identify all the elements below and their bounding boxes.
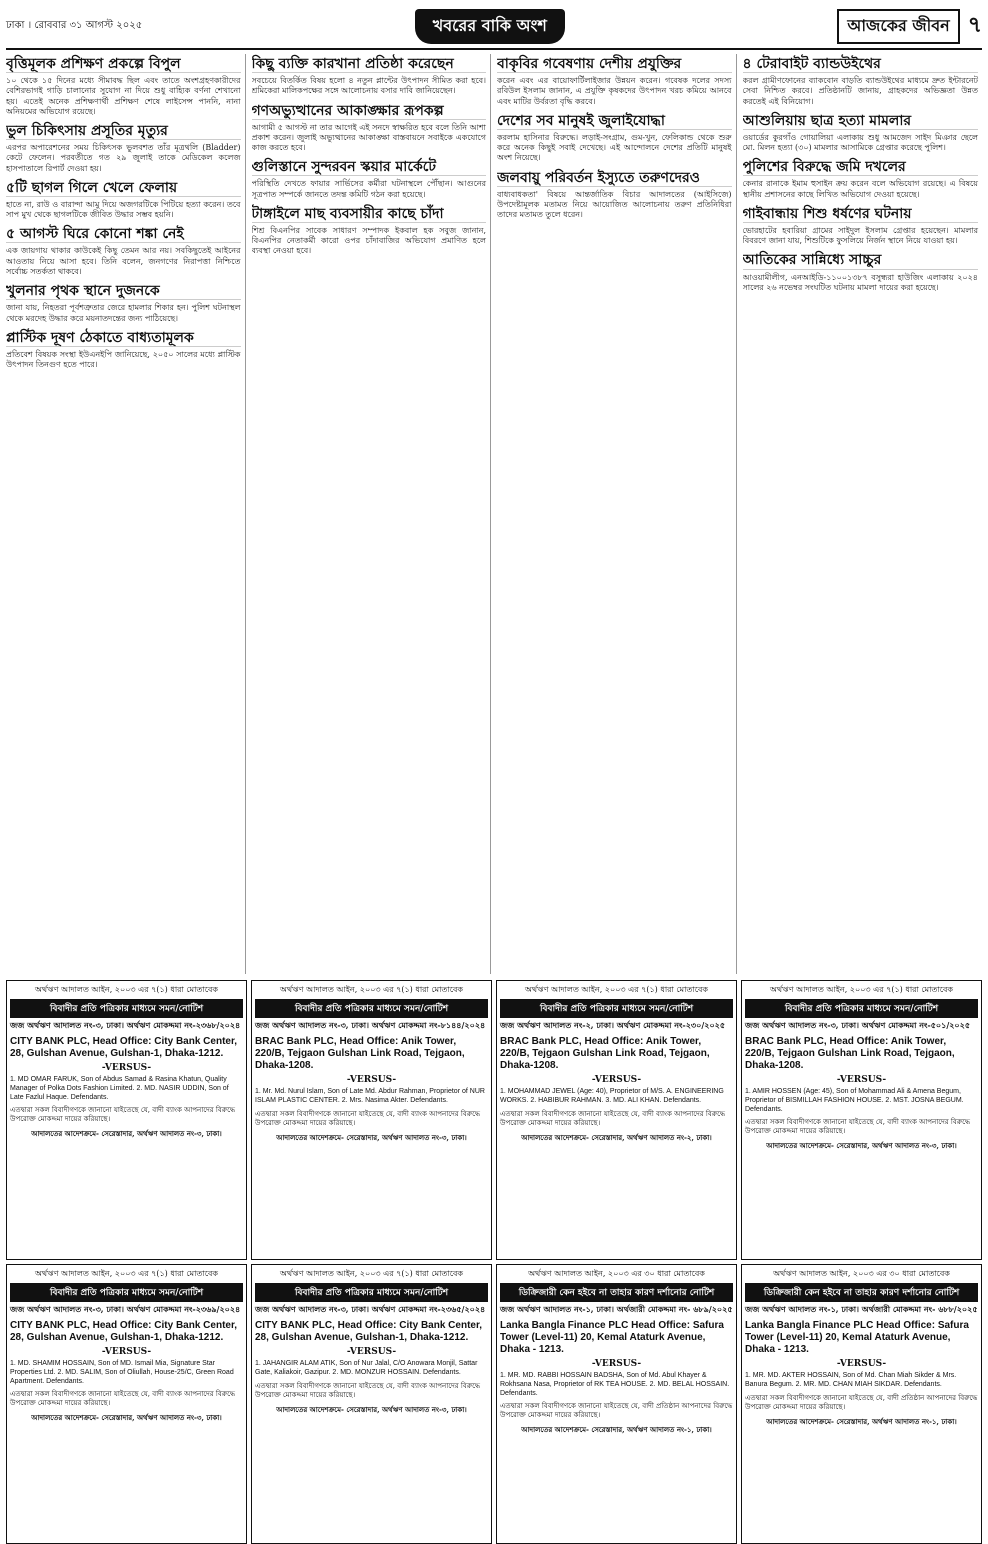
notice-act: অর্থঋণ আদালত আইন, ২০০৩ এর ৭(১) ধারা মোতাবেক: [279, 1269, 464, 1278]
versus: -VERSUS-: [836, 1359, 887, 1369]
story-headline: টাঙ্গাইলে মাছ ব্যবসায়ীর কাছে চাঁদা: [252, 206, 487, 223]
article-columns: [6, 54, 982, 974]
story-body: জানা যায়, নিহতরা পূর্বশত্রুতার জেরে হামলার শিকার হন। পুলিশ ঘটনাস্থল থেকে মরদেহ উদ্ধার করে ময়নাতদন্তের জন্য পাঠিয়েছে।: [6, 303, 241, 323]
court-notice: [6, 1264, 247, 1544]
news-column: [497, 54, 737, 974]
news-story: [252, 159, 487, 200]
news-story: [6, 283, 241, 324]
story-headline: গণঅভ্যুত্থানের আকাঙ্ক্ষার রূপকল্প: [252, 103, 487, 120]
plaintiff: BRAC Bank PLC, Head Office: Anik Tower, 220/B, Tejgaon Gulshan Link Road, Tejgaon, Dhaka-1208.: [255, 1036, 465, 1071]
case-number: জজ অর্থঋণ আদালত নং-২, ঢাকা। অর্থঋণ মোকদ্দমা নং-২৩০/২০২৫: [500, 1020, 726, 1030]
news-story: [743, 252, 979, 293]
plaintiff: Lanka Bangla Finance PLC Head Office: Safura Tower (Level-11) 20, Kemal Ataturk Avenue, Dhaka - 1213.: [500, 1320, 724, 1355]
notice-text: এতদ্বারা সকল বিবাদীগণকে জানানো যাইতেছে যে, বাদী ব্যাংক আপনাদের বিরুদ্ধে উপরোক্ত মোকদ্দমা দায়ের করিয়াছে।: [500, 1109, 726, 1127]
court-signature: আদালতের আদেশক্রমে- সেরেস্তাদার, অর্থঋণ আদালত নং-১, ঢাকা।: [766, 1416, 957, 1426]
court-notice: [251, 980, 492, 1260]
notice-title: বিবাদীর প্রতি পত্রিকার মাধ্যমে সমন/নোটিশ: [500, 999, 733, 1018]
court-notice: [741, 980, 982, 1260]
story-body: শিশ্র বিএনপির সাবেক সাধারণ সম্পাদক ইকবাল হক সবুজ জানান, বিএনপির নেতাকর্মী কারো ওপর চাঁদাবাজির অভিযোগ প্রমাণিত হলে ব্যবস্থা নেওয়া হবে।: [251, 226, 486, 256]
story-body: বাধ্যবাধকতা' বিষয়ে আন্তর্জাতিক বিচার আদালতের (আইসিজে) উপদেষ্টামূলক মতামত নিয়ে আয়োজিত আলোচনায় তরুণ প্রতিনিধিরা তাদের মতামত তুলে ধরেন।: [497, 189, 732, 220]
notice-act: অর্থঋণ আদালত আইন, ২০০৩ এর ৭(১) ধারা মোতাবেক: [279, 985, 464, 994]
case-number: জজ অর্থঋণ আদালত নং-৩, ঢাকা। অর্থঋণ মোকদ্দমা নং-২৩৬৯/২০২৪: [10, 1304, 241, 1314]
defendants: 1. Mr. Md. Nurul Islam, Son of Late Md. Abdur Rahman, Proprietor of NUR ISLAM PLASTIC CENTER. 2. Mrs. Nasima Akter. Defendants.: [255, 1088, 485, 1104]
news-column: [252, 54, 492, 974]
court-signature: আদালতের আদেশক্রমে- সেরেস্তাদার, অর্থঋণ আদালত নং-৩, ঢাকা।: [276, 1404, 467, 1414]
story-body: পরিস্থিতি দেখতে ফায়ার সার্ভিসের কর্মীরা ঘটনাস্থলে পৌঁছান। আগুনের সূত্রপাত সম্পর্কে জানতে তদন্ত কমিটি গঠন করা হয়েছে।: [251, 179, 486, 199]
notice-title: বিবাদীর প্রতি পত্রিকার মাধ্যমে সমন/নোটিশ: [10, 1283, 243, 1302]
notice-title: বিবাদীর প্রতি পত্রিকার মাধ্যমে সমন/নোটিশ: [745, 999, 978, 1018]
story-body: এরপর অপারেশনের সময় চিকিৎসক ভুলবশত তাঁর মূত্রথলি (Bladder) কেটে ফেলেন। পরবর্তীতে গত ২৯ জুলাই তাকে মেডিকেল কলেজ হাসপাতালে রিপার্ট দেওয়া হয়।: [6, 143, 241, 173]
news-story: [743, 206, 979, 247]
notice-text: এতদ্বারা সকল বিবাদীগণকে জানানো যাইতেছে যে, বাদী ব্যাংক আপনাদের বিরুদ্ধে উপরোক্ত মোকদ্দমা দায়ের করিয়াছে।: [255, 1109, 481, 1127]
page-number: ৭: [967, 11, 982, 38]
notice-act: অর্থঋণ আদালত আইন, ২০০৩ এর ৩০ ধারা মোতাবেক: [528, 1269, 705, 1278]
court-signature: আদালতের আদেশক্রমে- সেরেস্তাদার, অর্থঋণ আদালত নং-৩, ঢাকা।: [31, 1129, 222, 1139]
court-signature: আদালতের আদেশক্রমে- সেরেস্তাদার, অর্থঋণ আদালত নং-৩, ঢাকা।: [276, 1132, 467, 1142]
issue-date: ঢাকা । রোববার ৩১ আগস্ট ২০২৫: [6, 19, 143, 31]
story-headline: গাইবান্ধায় শিশু ধর্ষণের ঘটনায়: [743, 206, 979, 223]
versus: -VERSUS-: [101, 1347, 152, 1357]
notice-text: এতদ্বারা সকল বিবাদীগণকে জানানো যাইতেছে যে, বাদী প্রতিষ্ঠান আপনাদের বিরুদ্ধে উপরোক্ত মোকদ্দমা দায়ের করিয়াছে।: [745, 1393, 978, 1411]
story-body: কেনার রানাকে ইমাম হুসাইন ক্রয় করেন বলে অভিযোগ রয়েছে। এ বিষয়ে স্থানীয় প্রশাসনের কাছে লিখিত অভিযোগ দেওয়া হয়েছে।: [742, 179, 978, 199]
defendants: 1. MOHAMMAD JEWEL (Age: 40), Proprietor of M/S. A. ENGINEERING WORKS. 2. HABIBUR RAHMAN. 3. MD. ALI KHAN. Defendants.: [500, 1088, 724, 1104]
plaintiff: Lanka Bangla Finance PLC Head Office: Safura Tower (Level-11) 20, Kemal Ataturk Avenue, Dhaka - 1213.: [745, 1320, 969, 1355]
story-headline: ভুল চিকিৎসায় প্রসূতির মৃত্যুর: [6, 123, 241, 140]
story-headline: আতিকের সান্নিধ্যে সাচ্চুর: [743, 252, 979, 269]
news-story: [252, 206, 487, 257]
news-column: [743, 54, 983, 974]
case-number: জজ অর্থঋণ আদালত নং-১, ঢাকা। অর্থজারী মোকদ্দমা নং- ৬৮৯/২০২৫: [500, 1304, 733, 1314]
defendants: 1. MR. MD. RABBI HOSSAIN BADSHA, Son of Md. Abul Khayer & Rokhsana Nasa, Proprietor of RK TEA HOUSE. 2. MD. BELAL HOSSAIN. Defendants.: [500, 1372, 730, 1397]
legal-notices: [6, 980, 982, 1544]
news-story: [743, 113, 979, 154]
notice-title: ডিক্রিজারী কেন হইবে না তাহার কারণ দর্শানোর নোটিশ: [500, 1283, 733, 1302]
story-headline: ৪ টেরাবাইট ব্যান্ডউইথের: [743, 56, 979, 73]
story-body: হাতে না, রাউ ও বারান্দা আমু দিয়ে অজগরটিকে পিটিয়ে হত্যা করেন। তবে সাপ মুখ থেকে ছাগলটিকে জীবিত উদ্ধার সম্ভব হয়নি।: [6, 199, 241, 220]
news-story: [497, 113, 732, 164]
court-notice: [6, 980, 247, 1260]
case-number: জজ অর্থঋণ আদালত নং-৩, ঢাকা। অর্থঋণ মোকদ্দমা নং-২৩৬৫/২০২৪: [255, 1304, 486, 1314]
notice-title: বিবাদীর প্রতি পত্রিকার মাধ্যমে সমন/নোটিশ: [10, 999, 243, 1018]
court-signature: আদালতের আদেশক্রমে- সেরেস্তাদার, অর্থঋণ আদালত নং-১, ঢাকা।: [521, 1425, 712, 1435]
news-story: [6, 123, 241, 174]
plaintiff: BRAC Bank PLC, Head Office: Anik Tower, 220/B, Tejgaon Gulshan Link Road, Tejgaon, Dhaka-1208.: [745, 1036, 955, 1071]
notice-text: এতদ্বারা সকল বিবাদীগণকে জানানো যাইতেছে যে, বাদী ব্যাংক আপনাদের বিরুদ্ধে উপরোক্ত মোকদ্দমা দায়ের করিয়াছে।: [10, 1390, 236, 1408]
court-notice: [251, 1264, 492, 1544]
case-number: জজ অর্থঋণ আদালত নং-৩, ঢাকা। অর্থঋণ মোকদ্দমা নং-২৩৬৮/২০২৪: [10, 1020, 241, 1030]
notice-text: এতদ্বারা সকল বিবাদীগণকে জানানো যাইতেছে যে, বাদী প্রতিষ্ঠান আপনাদের বিরুদ্ধে উপরোক্ত মোকদ্দমা দায়ের করিয়াছে।: [500, 1402, 733, 1420]
notice-title: বিবাদীর প্রতি পত্রিকার মাধ্যমে সমন/নোটিশ: [255, 1283, 488, 1302]
notice-text: এতদ্বারা সকল বিবাদীগণকে জানানো যাইতেছে যে, বাদী ব্যাংক আপনাদের বিরুদ্ধে উপরোক্ত মোকদ্দমা দায়ের করিয়াছে।: [745, 1118, 971, 1136]
story-body: ভোরহাটের হবারিয়া গ্রামের সাইদুল ইসলাম গ্রেপ্তার হয়েছেন। মামলার বিবরণে জানা যায়, শিশুটিকে ফুসলিয়ে নির্জন স্থানে নিয়ে যাওয়া হয়।: [742, 226, 978, 246]
news-story: [252, 56, 487, 97]
notice-title: ডিক্রিজারী কেন হইবে না তাহার কারণ দর্শানোর নোটিশ: [745, 1283, 978, 1302]
court-signature: আদালতের আদেশক্রমে- সেরেস্তাদার, অর্থঋণ আদালত নং-২, ঢাকা।: [521, 1132, 712, 1142]
story-body: করলাম হাসিনার বিরুদ্ধে। লড়াই-সংগ্রাম, গুম-খুন, ফেলিকান্ড থেকে শুরু করে অনেক কিছুই সবাই দেখেছে। এই আন্দোলনে দেশের প্রতিটি মানুষই অংশ নিয়েছে।: [497, 132, 732, 163]
case-number: জজ অর্থঋণ আদালত নং-৩, ঢাকা। অর্থঋণ মোকদ্দমা নং-৫০১/২০২৫: [745, 1020, 971, 1030]
case-number: জজ অর্থঋণ আদালত নং-১, ঢাকা। অর্থজারী মোকদ্দমা নং- ৬৮৮/২০২৫: [745, 1304, 978, 1314]
story-headline: খুলনার পৃথক স্থানে দুজনকে: [6, 283, 241, 300]
news-story: [6, 226, 241, 277]
court-notice: [496, 980, 737, 1260]
court-notice: [741, 1264, 982, 1544]
story-headline: গুলিস্তানে সুন্দরবন স্কয়ার মার্কেটে: [252, 159, 487, 176]
news-story: [497, 170, 732, 221]
news-story: [6, 180, 241, 221]
court-signature: আদালতের আদেশক্রমে- সেরেস্তাদার, অর্থঋণ আদালত নং-৩, ঢাকা।: [766, 1141, 957, 1151]
plaintiff: CITY BANK PLC, Head Office: City Bank Center, 28, Gulshan Avenue, Gulshan-1, Dhaka-1212.: [10, 1320, 238, 1343]
plaintiff: BRAC Bank PLC, Head Office: Anik Tower, 220/B, Tejgaon Gulshan Link Road, Tejgaon, Dhaka-1208.: [500, 1036, 710, 1071]
versus: -VERSUS-: [591, 1075, 642, 1085]
notice-text: এতদ্বারা সকল বিবাদীগণকে জানানো যাইতেছে যে, বাদী ব্যাংক আপনাদের বিরুদ্ধে উপরোক্ত মোকদ্দমা দায়ের করিয়াছে।: [10, 1106, 236, 1124]
defendants: 1. AMIR HOSSEN (Age: 45), Son of Mohammad Ali & Amena Begum, Proprietor of BISMILLAH FASHION HOUSE. 2. MST. JOSNA BEGUM. Defendants.: [745, 1088, 964, 1113]
story-headline: বাকৃবির গবেষণায় দেশীয় প্রযুক্তির: [497, 56, 732, 73]
story-headline: জলবায়ু পরিবর্তন ইস্যুতে তরুণদেরও: [497, 170, 732, 187]
story-headline: কিছু ব্যক্তি কারখানা প্রতিষ্ঠা করেছেন: [252, 56, 487, 73]
story-body: প্রতিবেশ বিষয়ক সংস্থা ইউএনইপি জানিয়েছে, ২০৫০ সালের মধ্যে প্লাস্টিক উৎপাদন তিনগুণ হতে পারে।: [6, 349, 241, 370]
newspaper-logo: আজকের জীবন: [837, 9, 959, 44]
versus: -VERSUS-: [101, 1063, 152, 1073]
plaintiff: CITY BANK PLC, Head Office: City Bank Center, 28, Gulshan Avenue, Gulshan-1, Dhaka-1212.: [255, 1320, 483, 1343]
news-story: [6, 330, 241, 371]
defendants: 1. MR. MD. AKTER HOSSAIN, Son of Md. Chan Miah Sikder & Mrs. Banura Begum. 2. MR. MD. CHAN MIAH SIKDAR. Defendants.: [745, 1372, 957, 1388]
story-headline: ৫ আগস্ট ঘিরে কোনো শঙ্কা নেই: [6, 226, 241, 243]
defendants: 1. JAHANGIR ALAM ATIK, Son of Nur Jalal, C/O Anowara Monjil, Sattar Gate, Kaliakoir, Gazipur. 2. MD. MONZUR HOSSAIN. Defendants.: [255, 1360, 478, 1376]
story-headline: বৃত্তিমূলক প্রশিক্ষণ প্রকল্পে বিপুল: [6, 56, 241, 73]
story-body: করেন এবং এর বায়োফার্টিলাইজার উন্নয়ন করেন। গবেষক দলের সদস্য রবিউল ইসলাম জানান, এ প্রযুক্তি কৃষকদের উৎপাদন খরচ কমিয়ে আনবে এবং মাটির উর্বরতা বৃদ্ধি করবে।: [497, 76, 732, 106]
story-headline: আশুলিয়ায় ছাত্র হত্যা মামলার: [743, 113, 979, 130]
news-story: [743, 159, 979, 200]
masthead: [6, 4, 982, 50]
story-body: ওয়ার্ডের কুরগাঁও গোয়ালিয়া এলাকায় শুধু আমজেদ সাইদ মিঞার ছেলে মো. মিলন হত্যা (৩০) মামলার আসামিকে গ্রেপ্তার করেছে পুলিশ।: [742, 132, 978, 153]
story-body: এক জায়গায় থাকার কাউকেই কিছু তেমন আর নয়। সবকিছুতেই আইনের আওতায় নিয়ে আসা হবে। তিনি বলেন, জনগণের নিরাপত্তা নিশ্চিতে সর্বোচ্চ সতর্কতা থাকবে।: [6, 246, 241, 276]
story-headline: পুলিশের বিরুদ্ধে জমি দখলের: [743, 159, 979, 176]
story-body: আগামী ৫ আগস্ট না তার আগেই এই সনদে স্বাক্ষরিত হবে বলে তিনি আশা প্রকাশ করেন। জুলাই অভ্যুত্থানের আকাঙ্ক্ষা বাস্তবায়নে সবাইকে একযোগে কাজ করতে হবে।: [251, 122, 486, 153]
news-story: [743, 56, 979, 107]
plaintiff: CITY BANK PLC, Head Office: City Bank Center, 28, Gulshan Avenue, Gulshan-1, Dhaka-1212.: [10, 1036, 238, 1059]
story-body: সবচেয়ে বিতর্কিত বিষয় হলো ৪ নতুন প্লান্টের উৎপাদন সীমিত করা হবে। শ্রমিকেরা মালিকপক্ষের সঙ্গে আলোচনায় বসার দাবি জানিয়েছেন।: [251, 76, 486, 96]
news-column: [6, 54, 246, 974]
story-headline: দেশের সব মানুষই জুলাইযোদ্ধা: [497, 113, 732, 130]
section-title: খবরের বাকি অংশ: [415, 9, 565, 44]
versus: -VERSUS-: [346, 1347, 397, 1357]
notice-act: অর্থঋণ আদালত আইন, ২০০৩ এর ৭(১) ধারা মোতাবেক: [769, 985, 954, 994]
defendants: 1. MD OMAR FARUK, Son of Abdus Samad & Rasina Khatun, Quality Manager of Polka Dots Fashion Limited. 2. MD. NASIR UDDIN, Son of Late Fazlul Haque. Defendants.: [10, 1076, 229, 1101]
story-body: আওয়ামীলীগ, এনআইডি-১১০০১৩৮৭ বসুন্ধরা হাউজিং এলাকায় ২০২৪ সালের ২৬ নভেম্বর সংঘটিত ঘটনায় মামলা দায়ের করা হয়েছে।: [742, 272, 978, 292]
news-story: [497, 56, 732, 107]
case-number: জজ অর্থঋণ আদালত নং-৩, ঢাকা। অর্থঋণ মোকদ্দমা নং-৮১৪৪/২০২৪: [255, 1020, 486, 1030]
versus: -VERSUS-: [836, 1075, 887, 1085]
defendants: 1. MD. SHAMIM HOSSAIN, Son of MD. Ismail Mia, Signature Star Properties Ltd. 2. MD. SALIM, Son of Oliullah, House-25/C, Green Road Apartment. Defendants.: [10, 1360, 234, 1385]
notice-title: বিবাদীর প্রতি পত্রিকার মাধ্যমে সমন/নোটিশ: [255, 999, 488, 1018]
notice-text: এতদ্বারা সকল বিবাদীগণকে জানানো যাইতেছে যে, বাদী ব্যাংক আপনাদের বিরুদ্ধে উপরোক্ত মোকদ্দমা দায়ের করিয়াছে।: [255, 1381, 481, 1399]
versus: -VERSUS-: [591, 1359, 642, 1369]
court-signature: আদালতের আদেশক্রমে- সেরেস্তাদার, অর্থঋণ আদালত নং-৩, ঢাকা।: [31, 1413, 222, 1423]
news-story: [6, 56, 241, 117]
notice-act: অর্থঋণ আদালত আইন, ২০০৩ এর ৭(১) ধারা মোতাবেক: [34, 1269, 219, 1278]
notice-act: অর্থঋণ আদালত আইন, ২০০৩ এর ৭(১) ধারা মোতাবেক: [524, 985, 709, 994]
story-body: ১০ থেকে ১৫ দিনের মধ্যে সীমাবদ্ধ ছিল এবং তাতে অংশগ্রহণকারীদের বেশিরভাগই গাড়ি চালানোর সুযোগ না দিয়ে শুধু বাহ্যিক বর্ণনা শেখানো হয়। এতেই অনেক প্রশিক্ষণার্থী প্রশিক্ষণ শেষে লাইসেন্স পাননি, নানা অনিয়মের অভিযোগ রয়েছে।: [6, 76, 241, 116]
story-body: করল গ্রামীণফোনের ব্যাকবোন বাড়তি ব্যান্ডউইথের মাধ্যমে দ্রুত ইন্টারনেট সেবা নিশ্চিত করবে। প্রতিষ্ঠানটি জানায়, গ্রাহকদের অভিজ্ঞতা উন্নত করতেই এই বিনিয়োগ।: [742, 76, 978, 106]
story-headline: প্লাস্টিক দূষণ ঠেকাতে বাধ্যতামূলক: [6, 330, 241, 347]
versus: -VERSUS-: [346, 1075, 397, 1085]
news-story: [252, 103, 487, 154]
notice-act: অর্থঋণ আদালত আইন, ২০০৩ এর ৭(১) ধারা মোতাবেক: [34, 985, 219, 994]
court-notice: [496, 1264, 737, 1544]
story-headline: ৫টি ছাগল গিলে খেলে ফেলায়: [6, 180, 241, 197]
notice-act: অর্থঋণ আদালত আইন, ২০০৩ এর ৩০ ধারা মোতাবেক: [773, 1269, 950, 1278]
